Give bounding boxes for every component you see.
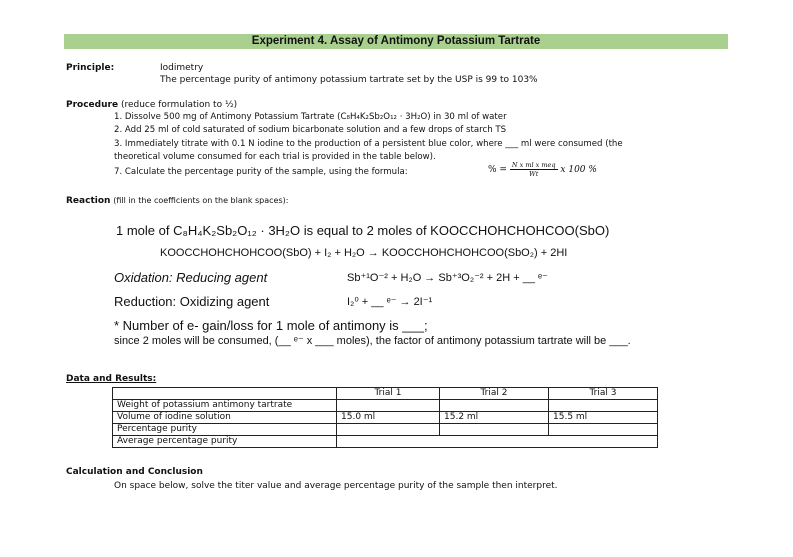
table-cell[interactable] — [337, 400, 440, 412]
table-header-cell: Trial 3 — [549, 388, 658, 400]
principle-text: The percentage purity of antimony potassium tartrate set by the USP is 99 to 103% — [160, 75, 538, 85]
procedure-heading — [66, 100, 237, 110]
results-table — [112, 387, 658, 448]
principle-method: Iodimetry — [160, 63, 204, 73]
procedure-step-3: 3. Immediately titrate with 0.1 N iodine to the production of a persistent blue color, where ___ ml were consumed (the — [114, 139, 623, 149]
reaction-label: Reaction — [66, 196, 111, 206]
electron-note-2: since 2 moles will be consumed, (__ ᵉ⁻ x ___ moles), the factor of antimony potassium tartrate will be ___. — [114, 335, 631, 347]
formula-rhs: x 100 % — [560, 165, 597, 175]
procedure-label: Procedure — [66, 100, 119, 110]
table-header-cell: Trial 2 — [440, 388, 549, 400]
table-cell[interactable]: 15.0 ml — [337, 412, 440, 424]
data-results-label: Data and Results: — [66, 374, 157, 384]
reaction-line-2: KOOCCHOHCHOHCOO(SbO) + I₂ + H₂O → KOOCCHOHCHOHCOO(SbO₂) + 2HI — [160, 247, 568, 259]
reaction-heading — [66, 196, 288, 206]
reaction-note: (fill in the coefficients on the blank spaces): — [113, 196, 289, 205]
procedure-step-7: 7. Calculate the percentage purity of the sample, using the formula: — [114, 167, 408, 177]
formula-lhs: % = — [488, 165, 507, 175]
oxidation-label: Oxidation: Reducing agent — [114, 270, 268, 285]
table-row — [113, 400, 658, 412]
procedure-step-1: 1. Dissolve 500 mg of Antimony Potassium Tartrate (C₈H₄K₂Sb₂O₁₂ · 3H₂O) in 30 ml of water — [114, 112, 507, 122]
electron-note-1: * Number of e- gain/loss for 1 mole of antimony is ___; — [114, 318, 428, 333]
table-cell[interactable] — [549, 400, 658, 412]
procedure-step-3-cont: theoretical volume consumed for each trial is provided in the table below). — [114, 152, 436, 162]
purity-formula — [488, 161, 597, 178]
procedure-note: (reduce formulation to ½) — [120, 100, 238, 110]
oxidation-equation: Sb⁺¹O⁻² + H₂O → Sb⁺³O₂⁻² + 2H + __ ᵉ⁻ — [347, 272, 548, 284]
principle-label: Principle: — [66, 63, 115, 73]
table-cell[interactable] — [549, 424, 658, 436]
conclusion-label: Calculation and Conclusion — [66, 467, 203, 477]
formula-denominator: Wt — [529, 170, 539, 178]
table-cell[interactable] — [440, 424, 549, 436]
row-label: Average percentage purity — [113, 436, 337, 448]
reaction-line-1: 1 mole of C₈H₄K₂Sb₂O₁₂ · 3H₂O is equal to 2 moles of KOOCCHOHCHOHCOO(SbO) — [116, 223, 610, 238]
table-cell[interactable] — [440, 400, 549, 412]
table-row — [113, 424, 658, 436]
table-row — [113, 436, 658, 448]
table-row — [113, 412, 658, 424]
row-label: Volume of iodine solution — [113, 412, 337, 424]
procedure-step-2: 2. Add 25 ml of cold saturated of sodium bicarbonate solution and a few drops of starch TS — [114, 125, 507, 135]
row-label: Weight of potassium antimony tartrate — [113, 400, 337, 412]
table-header-row — [113, 388, 658, 400]
table-cell[interactable]: 15.2 ml — [440, 412, 549, 424]
row-label: Percentage purity — [113, 424, 337, 436]
reduction-label: Reduction: Oxidizing agent — [114, 294, 270, 309]
reduction-equation: I₂⁰ + __ ᵉ⁻ → 2I⁻¹ — [347, 296, 433, 308]
formula-fraction — [510, 161, 558, 178]
conclusion-text: On space below, solve the titer value and average percentage purity of the sample then interpret. — [114, 481, 558, 491]
table-header-cell — [113, 388, 337, 400]
experiment-title: Experiment 4. Assay of Antimony Potassium Tartrate — [64, 34, 728, 49]
table-cell[interactable]: 15.5 ml — [549, 412, 658, 424]
table-cell[interactable] — [337, 436, 658, 448]
table-header-cell: Trial 1 — [337, 388, 440, 400]
formula-numerator: N x ml x meq — [511, 161, 556, 169]
table-cell[interactable] — [337, 424, 440, 436]
